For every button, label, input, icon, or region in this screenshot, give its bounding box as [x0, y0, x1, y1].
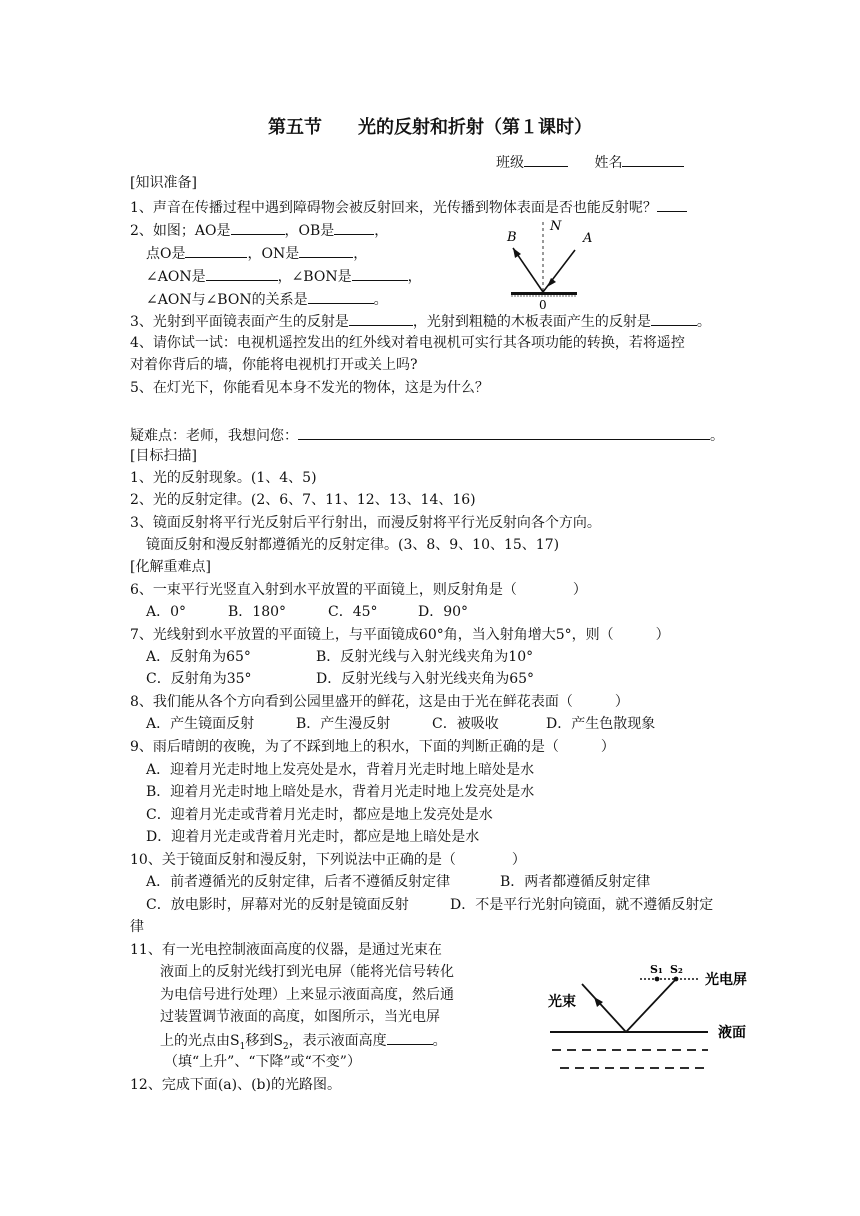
q11-text-c: ，表示液面高度: [288, 1033, 387, 1049]
section-target: [目标扫描]: [130, 448, 197, 464]
q3-line: [130, 311, 711, 332]
q2-line2: [146, 243, 367, 264]
q1-blank[interactable]: [657, 197, 687, 212]
q11-line1: 11、有一光电控制液面高度的仪器，是通过光束在: [130, 942, 442, 958]
q6-option-b[interactable]: B．180°: [228, 604, 287, 620]
q2-blank-on[interactable]: [299, 243, 353, 258]
q11-line3: 为电信号进行处理）上来显示液面高度，然后通: [160, 987, 454, 1003]
q9-option-a[interactable]: A．迎着月光走时地上发亮处是水，背着月光走时地上暗处是水: [146, 762, 535, 778]
question-end: 。: [710, 428, 724, 444]
q2-text-f: ，: [353, 246, 368, 262]
q8-option-b[interactable]: B．产生漫反射: [296, 716, 391, 732]
q2-line4: [146, 289, 388, 310]
q11-line4: 过装置调节液面的高度，如图所示，当光电屏: [160, 1009, 440, 1025]
q2-text-a: 2、如图；AO是: [130, 223, 231, 239]
q2-text-b: ，OB是: [284, 223, 335, 239]
target-item: 1、光的反射现象。(1、4、5): [130, 470, 317, 486]
q10-option-b[interactable]: B．两者都遵循反射定律: [500, 874, 651, 890]
q2-blank-o[interactable]: [185, 243, 247, 258]
q7-option-b[interactable]: B．反射光线与入射光线夹角为10°: [316, 649, 534, 665]
liquid-level-diagram: [540, 962, 760, 1080]
q11-sub2: 2: [282, 1041, 289, 1052]
q11-blank[interactable]: [387, 1030, 433, 1045]
label-a: A: [583, 231, 593, 246]
q11-text-b: 移到S: [245, 1033, 283, 1049]
label-s1: S₁: [650, 963, 663, 976]
q12-line: 12、完成下面(a)、(b)的光路图。: [130, 1077, 341, 1093]
q2-line3: [146, 266, 422, 287]
q6-stem: 6、一束平行光竖直入射到水平放置的平面镜上，则反射角是（ ）: [130, 582, 587, 598]
q11-line6: （填“上升”、“下降”或“不变”）: [164, 1054, 361, 1070]
page-title: 第五节 光的反射和折射（第１课时）: [268, 117, 592, 138]
q2-blank-aon[interactable]: [206, 266, 278, 281]
label-beam: 光束: [548, 994, 576, 1010]
reflection-diagram: [505, 212, 615, 310]
q2-text-j: ∠AON与∠BON的关系是: [146, 292, 308, 308]
question-line: [130, 425, 724, 446]
q9-option-c[interactable]: C．迎着月光走或背着月光走时，都应是地上发亮处是水: [146, 807, 493, 823]
q3-text-a: 3、光射到平面镜表面产生的反射是: [130, 314, 349, 330]
label-n: N: [550, 219, 562, 234]
q11-line2: 液面上的反射光线打到光电屏（能将光信号转化: [160, 964, 454, 980]
q3-text-b: ，光射到粗糙的木板表面产生的反射是: [412, 314, 651, 330]
q2-blank-ao[interactable]: [231, 220, 285, 235]
q3-blank-1[interactable]: [349, 311, 413, 326]
label-s2: S₂: [670, 963, 683, 976]
light-beam: [582, 984, 626, 1032]
q9-option-d[interactable]: D．迎着月光走或背着月光走时，都应是地上暗处是水: [146, 829, 480, 845]
class-name-line: [496, 152, 684, 173]
q11-text-d: 。: [432, 1033, 447, 1049]
q2-text-h: ，∠BON是: [277, 269, 352, 285]
q10-option-d-cont: 律: [130, 919, 144, 935]
q2-text-d: 点O是: [146, 246, 186, 262]
q10-option-c[interactable]: C．放电影时，屏幕对光的反射是镜面反射: [146, 897, 409, 913]
name-blank[interactable]: [622, 152, 684, 167]
q2-text-e: ，ON是: [247, 246, 300, 262]
q6-option-c[interactable]: C．45°: [328, 604, 378, 620]
q10-option-d[interactable]: D．不是平行光射向镜面，就不遵循反射定: [450, 897, 714, 913]
q8-option-a[interactable]: A．产生镜面反射: [146, 716, 255, 732]
question-label: 疑难点：老师，我想问您：: [130, 428, 298, 444]
q10-option-a[interactable]: A．前者遵循光的反射定律，后者不遵循反射定律: [146, 874, 451, 890]
q2-blank-ob[interactable]: [334, 220, 374, 235]
arrowhead-b: [513, 248, 521, 258]
spot-s1: [655, 977, 660, 982]
label-b: B: [507, 230, 517, 245]
q11-sub1: 1: [239, 1041, 246, 1052]
mirror-surface: [511, 292, 577, 295]
label-screen: 光电屏: [705, 972, 747, 988]
q7-option-c[interactable]: C．反射角为35°: [146, 671, 252, 687]
q3-blank-2[interactable]: [651, 311, 697, 326]
q2-text-i: ，: [407, 269, 422, 285]
target-item: 3、镜面反射将平行光反射后平行射出，而漫反射将平行光反射向各个方向。: [130, 515, 601, 531]
q7-stem: 7、光线射到水平放置的平面镜上，与平面镜成60°角，当入射角增大5°，则（ ）: [130, 627, 670, 643]
q7-option-d[interactable]: D．反射光线与入射光线夹角为65°: [316, 671, 535, 687]
q9-option-b[interactable]: B．迎着月光走时地上暗处是水，背着月光走时地上发亮处是水: [146, 784, 535, 800]
class-label: 班级: [496, 155, 524, 171]
q2-text-k: 。: [373, 292, 388, 308]
q8-option-c[interactable]: C．被吸收: [432, 716, 499, 732]
q8-stem: 8、我们能从各个方向看到公园里盛开的鲜花，这是由于光在鲜花表面（ ）: [130, 694, 629, 710]
q1-text: 1、声音在传播过程中遇到障碍物会被反射回来，光传播到物体表面是否也能反射呢？: [130, 200, 657, 216]
q2-text-c: ，: [374, 223, 389, 239]
q4-line2: 对着你背后的墙，你能将电视机打开或关上吗?: [130, 357, 418, 373]
q2-text-g: ∠AON是: [146, 269, 206, 285]
q6-option-d[interactable]: D．90°: [418, 604, 469, 620]
q8-option-d[interactable]: D．产生色散现象: [546, 716, 656, 732]
class-blank[interactable]: [524, 152, 568, 167]
label-surface: 液面: [718, 1025, 746, 1041]
reflected-beam: [626, 979, 676, 1032]
name-label: 姓名: [594, 155, 623, 171]
q10-stem: 10、关于镜面反射和漫反射，下列说法中正确的是（ ）: [130, 852, 526, 868]
q6-option-a[interactable]: A．0°: [146, 604, 187, 620]
q3-text-c: 。: [696, 314, 711, 330]
q2-blank-bon[interactable]: [352, 266, 408, 281]
q11-text-a: 上的光点由S: [160, 1033, 240, 1049]
label-o: 0: [539, 298, 547, 310]
section-difficulty: [化解重难点]: [130, 559, 211, 575]
q4-line1: 4、请你试一试：电视机遥控发出的红外线对着电视机可实行其各项功能的转换，若将遥控: [130, 335, 685, 351]
target-item: 镜面反射和漫反射都遵循光的反射定律。(3、8、9、10、15、17): [146, 537, 560, 553]
q2-blank-relation[interactable]: [308, 289, 374, 304]
arrowhead-a: [547, 278, 556, 287]
q7-option-a[interactable]: A．反射角为65°: [146, 649, 251, 665]
q9-stem: 9、雨后晴朗的夜晚，为了不踩到地上的积水，下面的判断正确的是（ ）: [130, 739, 615, 755]
q5-line: 5、在灯光下，你能看见本身不发光的物体，这是为什么？: [130, 380, 489, 396]
target-item: 2、光的反射定律。(2、6、7、11、12、13、14、16): [130, 492, 476, 508]
section-prep: [知识准备]: [130, 175, 197, 191]
question-blank[interactable]: [298, 425, 710, 440]
q2-line1: [130, 220, 388, 241]
